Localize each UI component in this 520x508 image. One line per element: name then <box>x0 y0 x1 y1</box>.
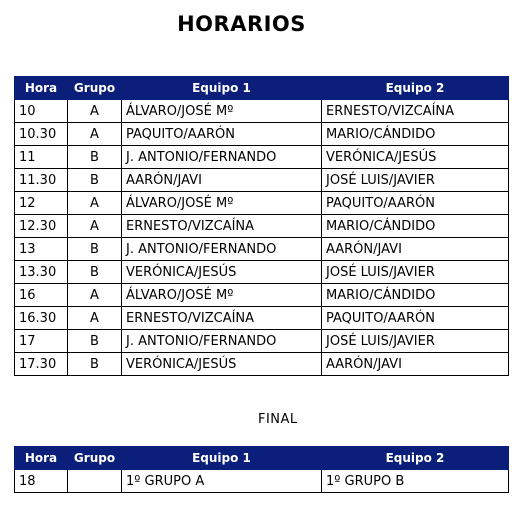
cell-grupo: A <box>68 192 122 215</box>
cell-equipo1: ERNESTO/VIZCAÍNA <box>122 307 322 330</box>
cell-equipo1: ERNESTO/VIZCAÍNA <box>122 215 322 238</box>
final-table <box>14 446 509 493</box>
col-header-equipo1: Equipo 1 <box>122 447 322 470</box>
cell-equipo1: 1º GRUPO A <box>122 470 322 493</box>
table-row <box>15 307 509 330</box>
cell-hora: 11 <box>15 146 68 169</box>
cell-equipo2: AARÓN/JAVI <box>322 238 509 261</box>
col-header-equipo2: Equipo 2 <box>322 447 509 470</box>
page-title: HORARIOS <box>177 12 306 36</box>
cell-hora: 16 <box>15 284 68 307</box>
cell-equipo1: ÁLVARO/JOSÉ Mº <box>122 192 322 215</box>
cell-equipo1: VERÓNICA/JESÚS <box>122 353 322 376</box>
cell-hora: 12.30 <box>15 215 68 238</box>
cell-grupo: A <box>68 284 122 307</box>
col-header-equipo1: Equipo 1 <box>122 77 322 100</box>
cell-equipo1: J. ANTONIO/FERNANDO <box>122 146 322 169</box>
cell-equipo2: MARIO/CÁNDIDO <box>322 123 509 146</box>
cell-equipo2: JOSÉ LUIS/JAVIER <box>322 261 509 284</box>
cell-hora: 12 <box>15 192 68 215</box>
table-row <box>15 215 509 238</box>
table-row <box>15 470 509 493</box>
table-row <box>15 169 509 192</box>
cell-grupo: B <box>68 353 122 376</box>
cell-hora: 10 <box>15 100 68 123</box>
table-row <box>15 146 509 169</box>
cell-grupo: B <box>68 169 122 192</box>
cell-equipo1: VERÓNICA/JESÚS <box>122 261 322 284</box>
cell-grupo: B <box>68 330 122 353</box>
cell-equipo2: MARIO/CÁNDIDO <box>322 215 509 238</box>
cell-grupo: A <box>68 123 122 146</box>
cell-hora: 16.30 <box>15 307 68 330</box>
cell-equipo2: VERÓNICA/JESÚS <box>322 146 509 169</box>
cell-equipo2: PAQUITO/AARÓN <box>322 307 509 330</box>
table-row <box>15 284 509 307</box>
schedule-table <box>14 76 509 376</box>
table-row <box>15 238 509 261</box>
col-header-hora: Hora <box>15 447 68 470</box>
table-row <box>15 261 509 284</box>
cell-grupo: B <box>68 146 122 169</box>
col-header-hora: Hora <box>15 77 68 100</box>
cell-hora: 18 <box>15 470 68 493</box>
cell-equipo2: PAQUITO/AARÓN <box>322 192 509 215</box>
cell-equipo2: MARIO/CÁNDIDO <box>322 284 509 307</box>
cell-grupo: A <box>68 215 122 238</box>
cell-equipo1: J. ANTONIO/FERNANDO <box>122 238 322 261</box>
table-row <box>15 192 509 215</box>
table-header-row <box>15 77 509 100</box>
cell-hora: 11.30 <box>15 169 68 192</box>
cell-grupo <box>68 470 122 493</box>
cell-equipo1: AARÓN/JAVI <box>122 169 322 192</box>
cell-hora: 17 <box>15 330 68 353</box>
col-header-equipo2: Equipo 2 <box>322 77 509 100</box>
table-row <box>15 123 509 146</box>
cell-equipo1: J. ANTONIO/FERNANDO <box>122 330 322 353</box>
cell-equipo2: 1º GRUPO B <box>322 470 509 493</box>
cell-equipo2: AARÓN/JAVI <box>322 353 509 376</box>
table-row <box>15 353 509 376</box>
final-heading: FINAL <box>258 412 298 427</box>
col-header-grupo: Grupo <box>68 447 122 470</box>
cell-hora: 13.30 <box>15 261 68 284</box>
col-header-grupo: Grupo <box>68 77 122 100</box>
cell-grupo: A <box>68 100 122 123</box>
cell-equipo1: PAQUITO/AARÓN <box>122 123 322 146</box>
table-row <box>15 330 509 353</box>
cell-grupo: B <box>68 261 122 284</box>
cell-equipo1: ÁLVARO/JOSÉ Mº <box>122 284 322 307</box>
cell-equipo2: JOSÉ LUIS/JAVIER <box>322 169 509 192</box>
table-row <box>15 100 509 123</box>
cell-hora: 17.30 <box>15 353 68 376</box>
table-header-row <box>15 447 509 470</box>
cell-equipo2: ERNESTO/VIZCAÍNA <box>322 100 509 123</box>
cell-grupo: B <box>68 238 122 261</box>
cell-hora: 10.30 <box>15 123 68 146</box>
cell-equipo1: ÁLVARO/JOSÉ Mº <box>122 100 322 123</box>
cell-hora: 13 <box>15 238 68 261</box>
cell-grupo: A <box>68 307 122 330</box>
cell-equipo2: JOSÉ LUIS/JAVIER <box>322 330 509 353</box>
